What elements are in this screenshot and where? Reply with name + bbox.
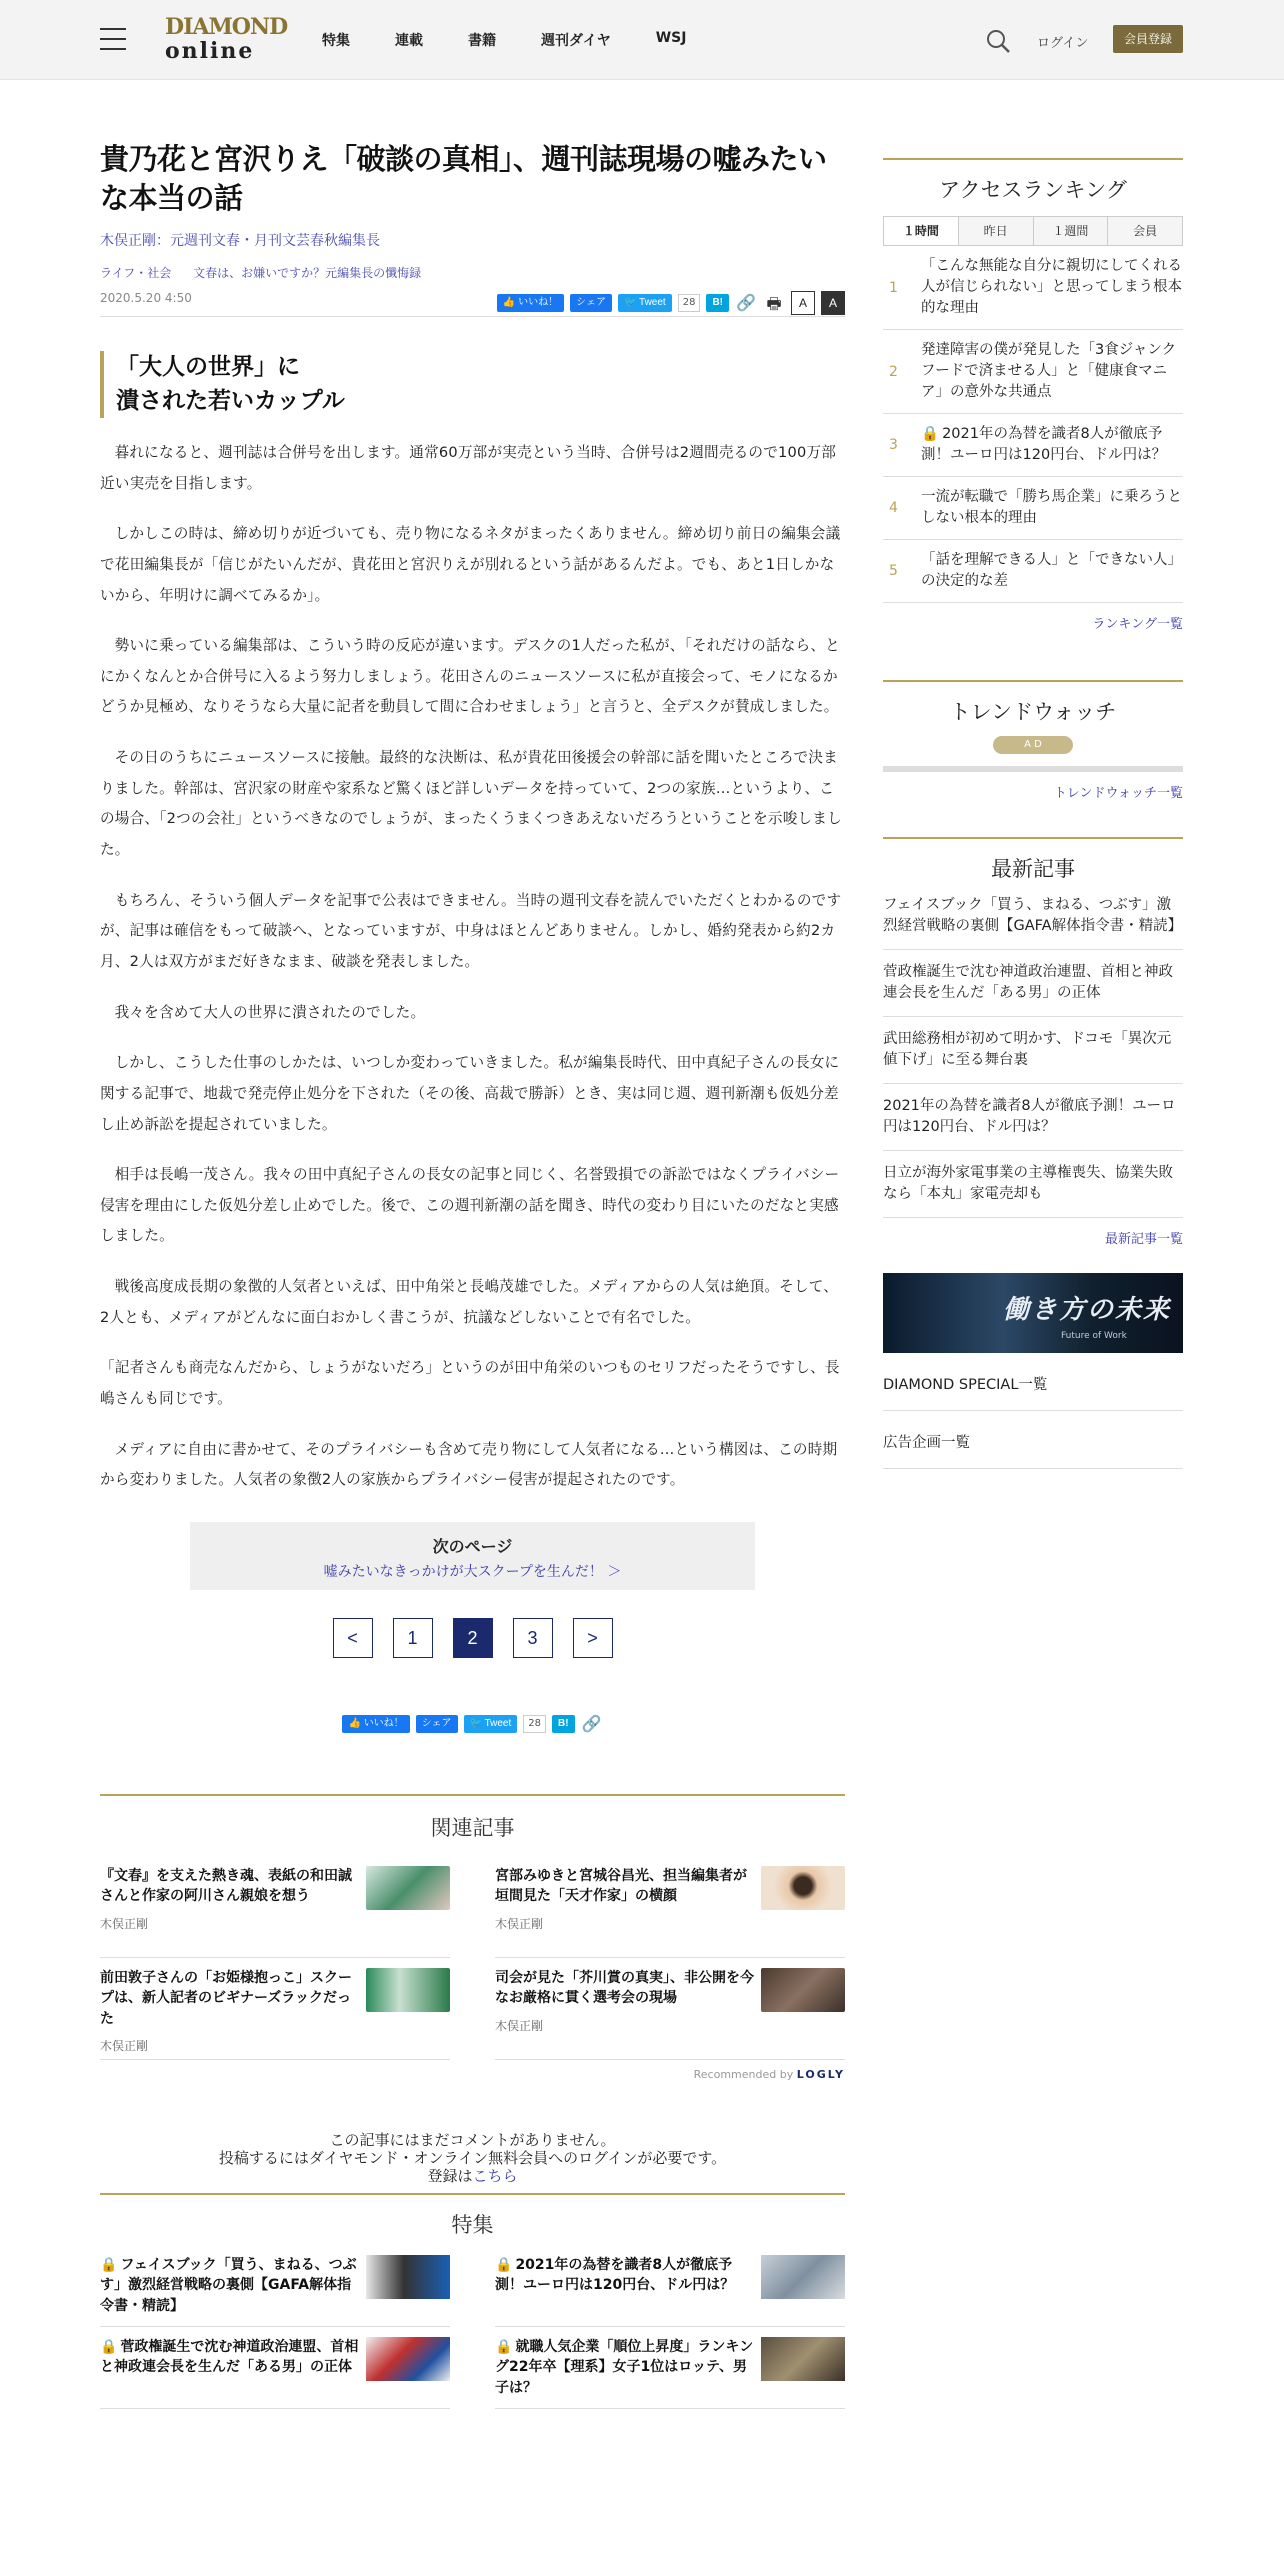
- nav-tokushu[interactable]: 特集: [322, 33, 350, 49]
- global-nav: [322, 30, 731, 50]
- feature-item[interactable]: [495, 2327, 845, 2409]
- features-heading: 特集: [100, 2193, 845, 2239]
- ranking-title: 「こんな無能な自分に親切にしてくれる人が信じられない」と思ってしまう根本的な理由: [921, 258, 1182, 317]
- related-author: 木俣正剛: [495, 1916, 544, 1931]
- comments-section: [100, 2131, 845, 2185]
- category-link[interactable]: ライフ・社会: [100, 266, 172, 281]
- feature-thumbnail: [366, 2337, 450, 2381]
- related-item[interactable]: [100, 1958, 450, 2060]
- related-heading: 関連記事: [100, 1794, 845, 1842]
- ranking-item[interactable]: [883, 477, 1183, 540]
- feature-item[interactable]: [100, 2245, 450, 2327]
- site-header: [0, 0, 1284, 80]
- lock-icon: 🔒: [100, 2256, 118, 2273]
- page-1-button[interactable]: 1: [393, 1618, 433, 1658]
- article-category-row: [100, 264, 845, 281]
- ranking-more-link[interactable]: ランキング一覧: [1092, 617, 1183, 633]
- feature-title: 2021年の為替を識者8人が徹底予測！ユーロ円は120円台、ドル円は？: [495, 2256, 735, 2294]
- search-icon[interactable]: [985, 28, 1011, 54]
- font-size-small-button[interactable]: A: [791, 291, 815, 315]
- banner-title: 働き方の未来: [1003, 1295, 1172, 1326]
- print-icon[interactable]: 🖶: [766, 294, 782, 314]
- article-paragraph: 勢いに乗っている編集部は、こういう時の反応が違います。デスクの1人だった私が、「それだけの話なら、とにかくなんとか合併号に入るよう努力しましょう。花田さんのニュースソースに私が直接会って、モノになるかどうか見極め、なりそうなら大量に記者を動員して間に合わせましょう」と言うと、全デスクが賛成しました。: [100, 637, 840, 716]
- ranking-title: 発達障害の僕が発見した「3食ジャンクフードで済ませる人」と「健康食マニア」の意外な共通点: [921, 342, 1177, 401]
- article-paragraph: その日のうちにニュースソースに接触。最終的な決断は、私が貴花田後援会の幹部に話を聞いたところで決まりました。幹部は、宮沢家の財産や家系など驚くほど詳しいデータを持っていて、2つの家族…というより、この場合、「2つの会社」というべきなのでしょうが、まったくうまくつきあえないだろうということを示唆しました。: [100, 749, 842, 859]
- future-of-work-banner[interactable]: [883, 1273, 1183, 1353]
- comments-empty: この記事にはまだコメントがありません。: [329, 2130, 616, 2149]
- article-column: [100, 140, 845, 2409]
- ad-project-link[interactable]: 広告企画一覧: [883, 1411, 1183, 1469]
- lock-icon: 🔒: [495, 2338, 513, 2355]
- feature-thumbnail: [366, 2255, 450, 2299]
- feature-item[interactable]: [100, 2327, 450, 2409]
- facebook-like-button[interactable]: 👍 いいね！: [497, 294, 564, 312]
- related-author: 木俣正剛: [100, 2038, 149, 2053]
- lock-icon: 🔒: [921, 426, 940, 443]
- feature-title: 菅政権誕生で沈む神道政治連盟、首相と神政連会長を生んだ「ある男」の正体: [100, 2338, 359, 2376]
- site-logo[interactable]: [165, 14, 288, 64]
- next-page-title: 嘘みたいなきっかけが大スクープを生んだ！ ＞: [323, 1563, 622, 1580]
- tweet-button[interactable]: 🐦 Tweet: [464, 1715, 518, 1733]
- menu-icon[interactable]: [100, 28, 126, 50]
- latest-heading: 最新記事: [883, 837, 1183, 883]
- article-date: 2020.5.20 4:50: [100, 291, 192, 306]
- feature-title: 就職人気企業「順位上昇度」ランキング22年卒【理系】女子1位はロッテ、男子は？: [495, 2338, 754, 2396]
- tab-1week[interactable]: １週間: [1034, 217, 1109, 245]
- tweet-button[interactable]: 🐦 Tweet: [618, 294, 672, 312]
- related-item[interactable]: [495, 1958, 845, 2060]
- rank-number: 3: [889, 437, 898, 454]
- related-item[interactable]: [495, 1856, 845, 1958]
- pagination: [100, 1618, 845, 1658]
- hatena-bookmark-button[interactable]: B!: [552, 1715, 575, 1733]
- series-link[interactable]: 文春は、お嫌いですか？元編集長の懺悔録: [193, 266, 422, 281]
- font-size-large-button[interactable]: A: [821, 291, 845, 315]
- page-3-button[interactable]: 3: [513, 1618, 553, 1658]
- lock-icon: 🔒: [100, 2338, 118, 2355]
- logly-logo[interactable]: LOGLY: [796, 2067, 845, 2081]
- ranking-title: 一流が転職で「勝ち馬企業」に乗ろうとしない根本的理由: [921, 489, 1182, 527]
- related-title: 『文春』を支えた熱き魂、表紙の和田誠さんと作家の阿川さん親娘を想う: [100, 1867, 352, 1905]
- article-paragraph: しかし、こうした仕事のしかたは、いつしか変わっていきました。私が編集長時代、田中真紀子さんの長女に関する記事で、地裁で発売停止処分を下された（その後、高裁で勝訴）とき、実は同じ週、週刊新潮も仮処分差し止め訴訟を提起されていました。: [100, 1054, 840, 1133]
- prev-page-button[interactable]: <: [333, 1618, 373, 1658]
- nav-weekly-diamond[interactable]: 週刊ダイヤ: [541, 33, 611, 49]
- related-title: 前田敦子さんの「お姫様抱っこ」スクープは、新人記者のビギナーズラックだった: [100, 1969, 352, 2027]
- article-paragraph: メディアに自由に書かせて、そのプライバシーも含めて売り物にして人気者になる…という構図は、この時期から変わりました。人気者の象徴2人の家族からプライバシー侵害が提起されたのです。: [100, 1440, 838, 1489]
- ranking-item[interactable]: [883, 414, 1183, 477]
- logo-bottom-text: online: [165, 38, 255, 64]
- trend-heading: トレンドウォッチ: [883, 680, 1183, 726]
- article-paragraph: 我々を含めて大人の世界に潰されたのでした。: [114, 1003, 426, 1021]
- nav-rensai[interactable]: 連載: [395, 33, 423, 49]
- related-articles: [100, 1856, 845, 2060]
- trend-more-link[interactable]: トレンドウォッチ一覧: [1053, 786, 1183, 802]
- page-2-button[interactable]: 2: [453, 1618, 493, 1658]
- feature-thumbnail: [761, 2337, 845, 2381]
- related-thumbnail: [761, 1968, 845, 2012]
- facebook-share-button[interactable]: シェア: [416, 1715, 458, 1733]
- feature-thumbnail: [761, 2255, 845, 2299]
- register-button[interactable]: 会員登録: [1113, 25, 1183, 53]
- logo-top-text: DIAMOND: [165, 14, 288, 40]
- banner-subtitle: Future of Work: [1061, 1331, 1127, 1342]
- article-title: 貴乃花と宮沢りえ「破談の真相」、週刊誌現場の嘘みたいな本当の話: [100, 142, 827, 216]
- link-copy-icon[interactable]: 🔗: [581, 1713, 602, 1733]
- hatena-bookmark-button[interactable]: B!: [706, 294, 729, 312]
- ranking-title: 「話を理解できる人」と「できない人」の決定的な差: [921, 552, 1182, 590]
- related-item[interactable]: [100, 1856, 450, 1958]
- article-paragraph: 「記者さんも商売なんだから、しょうがないだろ」というのが田中角栄のいつものセリフだったそうですし、長嶋さんも同じです。: [100, 1359, 840, 1407]
- nav-shoseki[interactable]: 書籍: [468, 33, 496, 49]
- trend-ad-bar: [883, 766, 1183, 772]
- login-link[interactable]: ログイン: [1037, 36, 1089, 51]
- article-paragraph: もちろん、そういう個人データを記事で公表はできません。当時の週刊文春を読んでいただくとわかるのですが、記事は確信をもって破談へ、となっていますが、中身はほとんどありません。しかし、婚約発表から約2カ月、2人は双方がまだ好きなまま、破談を発表しました。: [100, 891, 842, 970]
- latest-item[interactable]: 菅政権誕生で沈む神道政治連盟、首相と神政連会長を生んだ「ある男」の正体: [883, 950, 1183, 1017]
- related-thumbnail: [366, 1968, 450, 2012]
- share-bar-bottom: [100, 1714, 845, 1734]
- feature-title: フェイスブック「買う、まねる、つぶす」激烈経営戦略の裏側【GAFA解体指令書・精読】: [100, 2256, 357, 2314]
- related-author: 木俣正剛: [100, 1916, 149, 1931]
- ranking-tabs: [883, 216, 1183, 246]
- sidebar: [883, 158, 1183, 1469]
- next-page-label: 次のページ: [432, 1536, 513, 1556]
- latest-item[interactable]: 2021年の為替を識者8人が徹底予測！ユーロ円は120円台、ドル円は？: [883, 1084, 1183, 1151]
- register-here-link[interactable]: こちら: [472, 2166, 518, 2185]
- ranking-heading: アクセスランキング: [883, 158, 1183, 204]
- latest-item[interactable]: フェイスブック「買う、まねる、つぶす」激烈経営戦略の裏側【GAFA解体指令書・精読】: [883, 883, 1183, 950]
- features-list: [100, 2245, 845, 2409]
- related-thumbnail: [366, 1866, 450, 1910]
- latest-more-link[interactable]: 最新記事一覧: [1104, 1232, 1183, 1248]
- latest-item[interactable]: 日立が海外家電事業の主導権喪失、協業失敗なら「本丸」家電売却も: [883, 1151, 1183, 1218]
- recommended-by: Recommended by LOGLY: [693, 2067, 845, 2081]
- rank-number: 4: [889, 500, 898, 517]
- ranking-title: 2021年の為替を識者8人が徹底予測！ユーロ円は120円台、ドル円は？: [921, 426, 1167, 464]
- tab-1hour[interactable]: １時間: [884, 217, 959, 245]
- ad-badge: A D: [993, 736, 1073, 754]
- lock-icon: 🔒: [495, 2256, 513, 2273]
- latest-item[interactable]: 武田総務相が初めて明かす、ドコモ「異次元値下げ」に至る舞台裏: [883, 1017, 1183, 1084]
- article-author[interactable]: 木俣正剛：元週刊文春・月刊文芸春秋編集長: [100, 233, 380, 250]
- tab-members[interactable]: 会員: [1108, 217, 1182, 245]
- related-author: 木俣正剛: [495, 2018, 544, 2033]
- ranking-item[interactable]: [883, 330, 1183, 414]
- diamond-special-link[interactable]: DIAMOND SPECIAL一覧: [883, 1353, 1183, 1411]
- rank-number: 1: [889, 279, 898, 296]
- rank-number: 2: [889, 363, 898, 380]
- tweet-count: 28: [523, 1715, 546, 1733]
- facebook-share-button[interactable]: シェア: [570, 294, 612, 312]
- rank-number: 5: [889, 563, 898, 580]
- nav-wsj[interactable]: WSJ: [655, 30, 687, 46]
- comments-register: 登録はこちら: [427, 2166, 518, 2185]
- ranking-item[interactable]: [883, 246, 1183, 330]
- link-copy-icon[interactable]: 🔗: [736, 293, 756, 313]
- related-thumbnail: [761, 1866, 845, 1910]
- feature-item[interactable]: [495, 2245, 845, 2327]
- next-page-button[interactable]: >: [573, 1618, 613, 1658]
- comments-login-note: 投稿するにはダイヤモンド・オンライン無料会員へのログインが必要です。: [218, 2148, 727, 2167]
- ranking-item[interactable]: [883, 540, 1183, 603]
- share-bar-top: [497, 291, 845, 315]
- article-paragraph: 相手は長嶋一茂さん。我々の田中真紀子さんの長女の記事と同じく、名誉毀損での訴訟ではなくプライバシー侵害を理由にした仮処分差し止めでした。後で、この週刊新潮の話を聞き、時代の変わり目にいたのだなと実感しました。: [100, 1166, 840, 1245]
- facebook-like-button[interactable]: 👍 いいね！: [342, 1715, 409, 1733]
- tab-yesterday[interactable]: 昨日: [959, 217, 1034, 245]
- related-title: 宮部みゆきと宮城谷昌光、担当編集者が垣間見た「天才作家」の横顔: [495, 1867, 747, 1905]
- article-paragraph: しかしこの時は、締め切りが近づいても、売り物になるネタがまったくありません。締め切り前日の編集会議で花田編集長が「信じがたいんだが、貴花田と宮沢りえが別れるという話があるんだよ。でも、あと1日しかないから、年明けに調べてみるか」。: [100, 525, 841, 604]
- article-paragraph: 戦後高度成長期の象徴的人気者といえば、田中角栄と長嶋茂雄でした。メディアからの人気は絶頂。そして、2人とも、メディアがどんなに面白おかしく書こうが、抗議などしないことで有名でした。: [100, 1278, 839, 1326]
- related-title: 司会が見た「芥川賞の真実」、非公開を今なお厳格に貫く選考会の現場: [495, 1969, 754, 2007]
- article-meta: [100, 287, 845, 317]
- article-paragraph: 暮れになると、週刊誌は合併号を出します。通常60万部が実売という当時、合併号は2週間売るので100万部近い実売を目指します。: [100, 443, 837, 492]
- tweet-count: 28: [678, 294, 701, 312]
- next-page-box[interactable]: [190, 1522, 755, 1590]
- section-heading: 「大人の世界」に 潰された若いカップル: [100, 351, 845, 418]
